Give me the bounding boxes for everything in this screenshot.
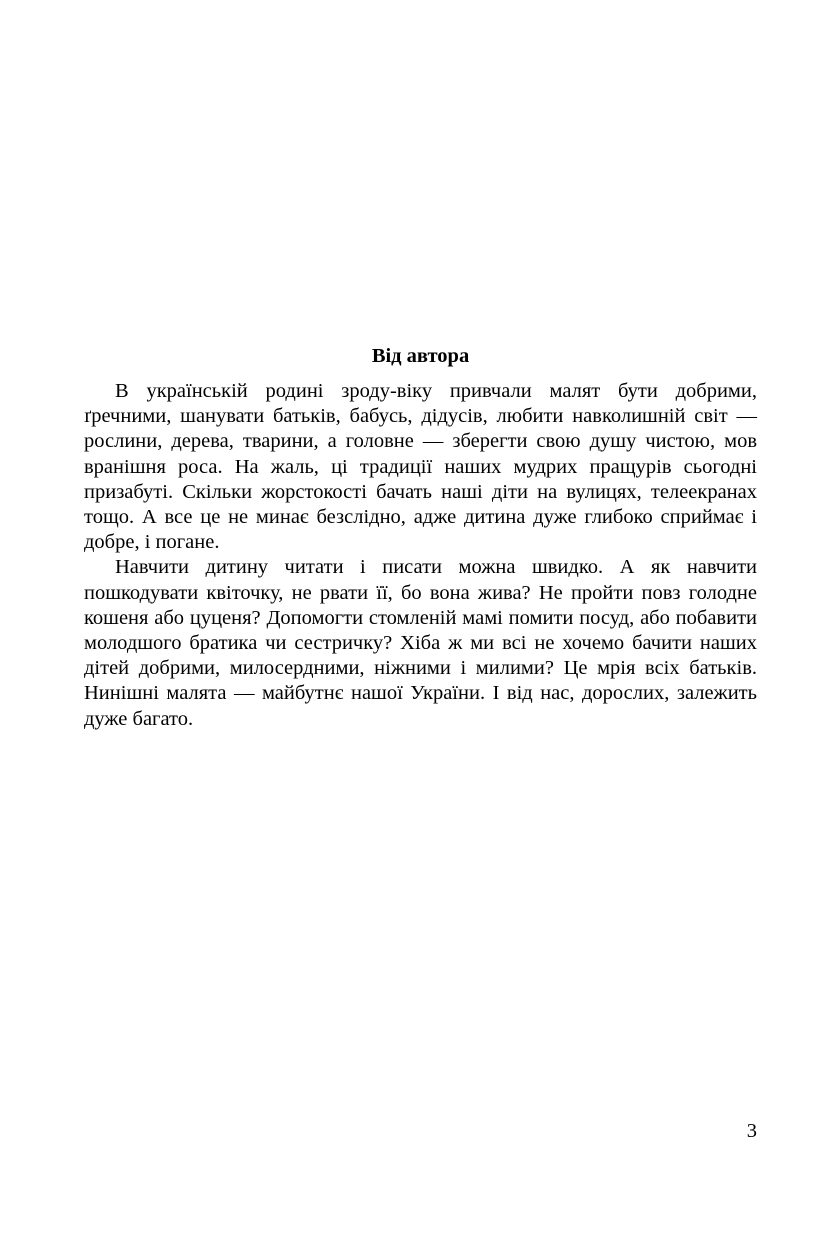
text-block	[84, 343, 757, 732]
section-heading: Від автора	[371, 345, 470, 367]
page-number: 3	[746, 1120, 757, 1142]
paragraph-1: В українській родині зроду-віку привчали малят бути добрими, ґречними, шанувати батьків, бабусь, дідусів, любити навколишній світ — рослини, дерева, тварини, а головне — зберегти свою душу чистою, мов вранішня роса. На жаль, ці традиції наших мудрих пращурів сьогодні призабуті. Скільки жорстокості бачать наші діти на вулицях, телеекранах тощо. А все це не минає безслідно, адже дитина дуже глибоко сприймає і добре, і погане.	[84, 380, 757, 554]
paragraph-2: Навчити дитину читати і писати можна швидко. А як навчити пошкодувати квіточку, не рвати її, бо вона жива? Не пройти повз голодне кошеня або цуценя? Допомогти стомленій мамі помити посуд, або побавити молодшого братика чи сестричку? Хіба ж ми всі не хочемо бачити наших дітей добрими, милосердними, ніжними і милими? Це мрія всіх батьків. Нинішні малята — майбутнє нашої України. І від нас, дорослих, залежить дуже багато.	[84, 556, 757, 730]
